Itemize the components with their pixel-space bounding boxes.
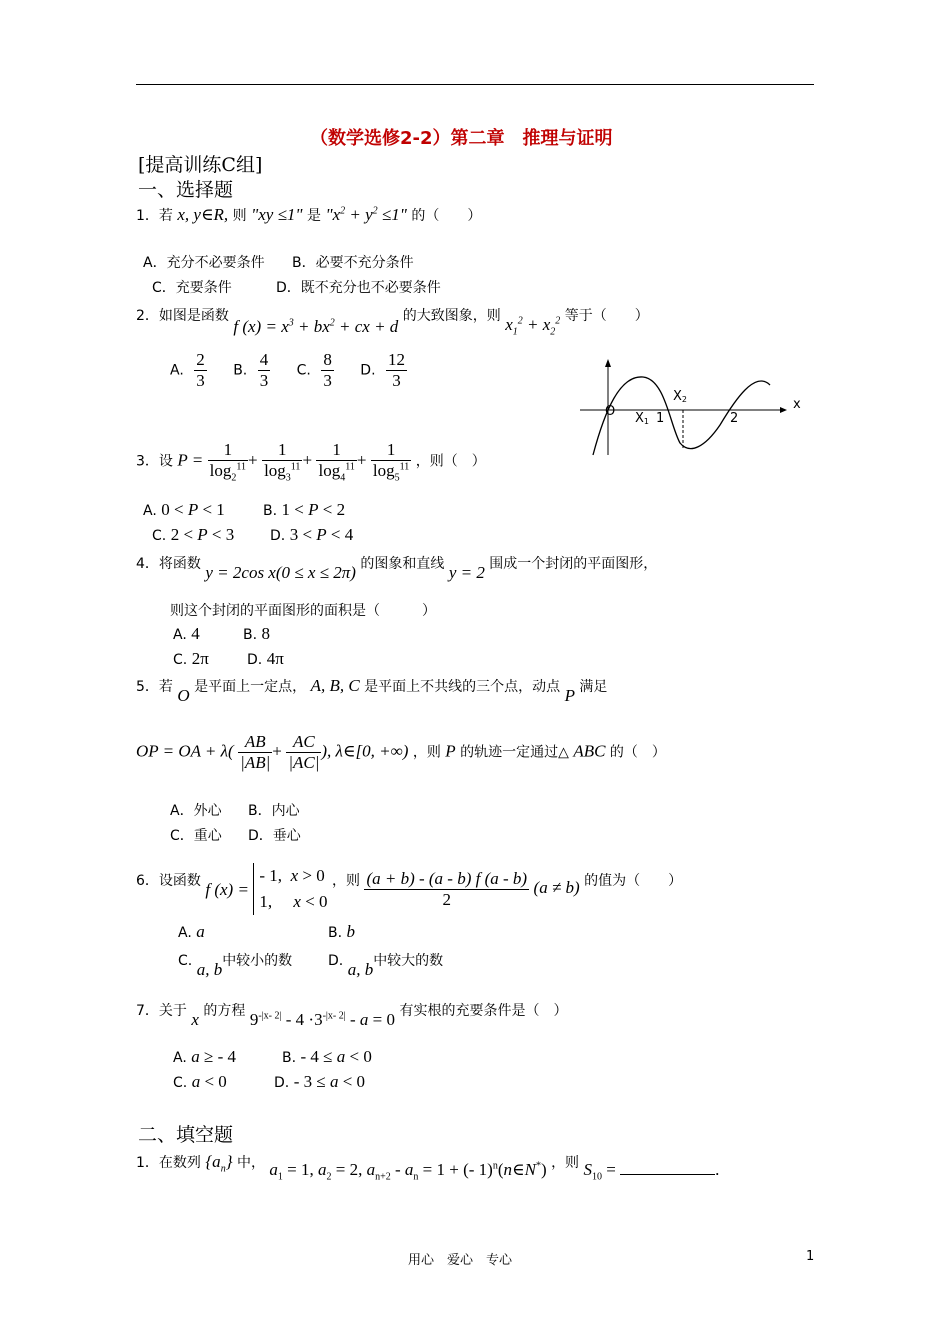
origin-label: O <box>605 404 616 419</box>
q4-option-d: D. 4π <box>247 649 284 668</box>
q7-option-d: D. - 3 ≤ a < 0 <box>274 1072 366 1091</box>
svg-text:X2: X2 <box>673 389 687 404</box>
q5-option-d: D．垂心 <box>248 828 301 844</box>
q1-option-b: B．必要不充分条件 <box>292 255 414 271</box>
q3-option-d: D. 3 < P < 4 <box>270 525 354 544</box>
y-axis-arrow <box>605 359 611 367</box>
q1-option-c: C．充要条件 <box>152 280 232 296</box>
q3-option-a: A. 0 < P < 1 <box>143 500 225 519</box>
math-q1-vars: x, y∈R, <box>177 205 229 224</box>
q6-option-a: A. a <box>178 922 205 941</box>
x2-label: X <box>673 389 682 404</box>
q2-fraction-b: $\frac{4}{3}$ <box>259 350 269 390</box>
q1-option-a: A．充分不必要条件 <box>143 255 265 271</box>
q4-line-2: 则这个封闭的平面图形的面积是（ ） <box>170 603 436 619</box>
question-7: 7．关于 x 的方程 $9^{-|x- 2|} - 4 \cdot 3^{-|x- 2|} - a = 0$ 有实根的充要条件是（ ） <box>136 1003 568 1029</box>
question-6: 6．设函数 f (x) = - 1, x > 0 1, x < 0 ，则 $\frac{(a + b) - (a - b) f (a - b)}{2}$ (a ≠ b) 的值为（ ） <box>136 855 682 907</box>
q7-option-a: A. a ≥ - 4 <box>173 1047 236 1066</box>
q3-option-c: C. 2 < P < 3 <box>152 525 235 544</box>
q2-function-graph <box>575 355 815 460</box>
q6-option-b: B. b <box>328 922 356 941</box>
question-3: 3．设 P = $\frac{1}{\log_2^{11}}$ + $\frac{1}{\log_3^{11}}$ + $\frac{1}{\log_4^{11}}$ + $\frac{1}{\log_5^{11}}$ ，则（ ） <box>136 440 486 484</box>
group-label: [提高训练C组] <box>138 154 263 176</box>
section-2-heading: 二、填空题 <box>138 1124 234 1146</box>
tick-2-label: 2 <box>730 411 739 426</box>
q4-option-a: A. 4 <box>173 624 200 643</box>
math-q1-cond2: "$x^2 + y^2 \le 1$" <box>325 205 407 224</box>
tick-1-label: 1 <box>656 411 665 426</box>
q5-option-b: B．内心 <box>248 803 300 819</box>
q6-option-c: C. a, b中较小的数 <box>178 953 293 979</box>
question-2: 2．如图是函数 f $(x) = x^3 + bx^2$ + cx + d 的大致图象，则 $x_1^2 + x_2^2$ 等于（ ） <box>136 308 649 338</box>
math-q2-sum: $x_1^2 + x_2^2$ <box>505 315 561 338</box>
question-5-formula: OP = OA + λ( $\frac{AB}{|AB|}$ + $\frac{AC}{|AC|}$ ), λ∈[0, +∞) ，则 P 的轨迹一定通过△ ABC 的（ ） <box>136 732 666 772</box>
question-4: 4．将函数 y = 2cos x(0 ≤ x ≤ 2π) 的图象和直线 y = 2 围成一个封闭的平面图形， <box>136 556 658 582</box>
q2-fraction-c: $\frac{8}{3}$ <box>323 350 332 390</box>
svg-text:X1: X1 <box>635 411 649 426</box>
q5-option-a: A．外心 <box>170 803 222 819</box>
q4-option-b: B. 8 <box>243 624 271 643</box>
header-rule <box>136 84 814 85</box>
footer-slogan: 用心 爱心 专心 <box>408 1253 513 1268</box>
fill-question-1: 1．在数列 $\{a_n\}$ 中， $a_1 = 1$, $a_2 = 2$, $a_{n+2} - a_n = 1$ + (- 1)$^n$(n∈N*) ，则 $S_{10}$ = . <box>136 1152 720 1183</box>
q5-option-c: C．重心 <box>170 828 222 844</box>
math-q1-cond1: "xy ≤1" <box>251 205 303 224</box>
q2-options: A. $\frac{2}{3}$ B. $\frac{4}{3}$ C. $\frac{8}{3}$ D. $\frac{12}{3}$ <box>170 350 405 390</box>
q6-option-d: D. a, b中较大的数 <box>328 953 444 979</box>
q7-option-c: C. a < 0 <box>173 1072 227 1091</box>
page-title: （数学选修2-2）第二章 推理与证明 <box>310 128 613 149</box>
section-1-heading: 一、选择题 <box>138 179 234 201</box>
q4-option-c: C. 2π <box>173 649 209 668</box>
x-axis-label: x <box>793 397 801 412</box>
math-q2-func: f $(x) = x^3 + bx^2$ + cx + d <box>233 317 399 336</box>
page-number: 1 <box>806 1249 815 1264</box>
q3-term-3: $\frac{1}{\log_4^{11}}$ <box>318 440 355 484</box>
q1-option-d: D．既不充分也不必要条件 <box>276 280 441 296</box>
x-axis-arrow <box>780 407 787 413</box>
q2-fraction-d: $\frac{12}{3}$ <box>387 350 405 390</box>
x1-label: X <box>635 411 644 426</box>
q7-option-b: B. - 4 ≤ a < 0 <box>282 1047 372 1066</box>
q3-term-1: $\frac{1}{\log_2^{11}}$ <box>209 440 247 484</box>
question-1: 1．若 x, y∈R, 则 "xy ≤1" 是 "$x^2 + y^2 \le 1$" 的（ ） <box>136 205 482 224</box>
q3-option-b: B. 1 < P < 2 <box>263 500 346 519</box>
q3-term-2: $\frac{1}{\log_3^{11}}$ <box>264 440 301 484</box>
q2-fraction-a: $\frac{2}{3}$ <box>196 350 205 390</box>
question-5: 5．若 O 是平面上一定点， A, B, C 是平面上不共线的三个点，动点 P 满足 <box>136 676 608 705</box>
q3-term-4: $\frac{1}{\log_5^{11}}$ <box>372 440 410 484</box>
